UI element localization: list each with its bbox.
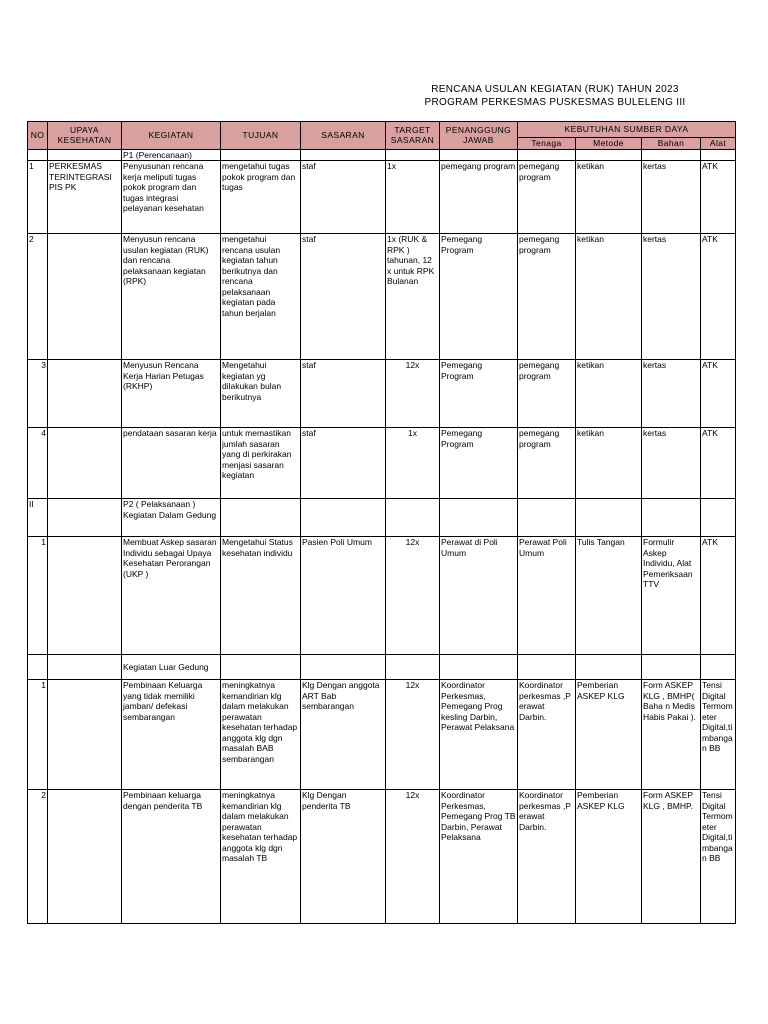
cell-bahan: kertas — [642, 161, 701, 234]
cell-tujuan: meningkatnya kemandirian klg dalam melakukan perawatan kesehatan terhadap anggota klg dgn masalah TB — [221, 790, 301, 924]
cell-penanggung-jawab — [440, 149, 518, 161]
header-bahan: Bahan — [642, 138, 701, 150]
cell-bahan: Formulir Askep Individu, Alat Pemeriksaan TTV — [642, 537, 701, 655]
cell-no: 1 — [28, 680, 48, 790]
cell-bahan: kertas — [642, 234, 701, 360]
table-row — [28, 499, 736, 537]
cell-tujuan: mengetahui tugas pokok program dan tugas — [221, 161, 301, 234]
cell-upaya: PERKESMAS TERINTEGRASI PIS PK — [48, 161, 122, 234]
title-line-1: RENCANA USULAN KEGIATAN (RUK) TAHUN 2023 — [431, 84, 679, 95]
cell-kegiatan: Penyusunan rencana kerja meliputi tugas pokok program dan tugas integrasi pelayanan kesehatan — [122, 161, 221, 234]
cell-alat: ATK — [701, 161, 736, 234]
cell-metode: Tulis Tangan — [576, 537, 642, 655]
cell-kegiatan: Pembinaan Keluarga yang tidak memiliki jamban/ defekasi sembarangan — [122, 680, 221, 790]
cell-tenaga: Koordinator perkesmas ,P erawat Darbin. — [518, 680, 576, 790]
cell-sasaran: Klg Dengan anggota ART Bab sembarangan — [301, 680, 386, 790]
cell-upaya — [48, 790, 122, 924]
header-penanggung-jawab: PENANGGUNG JAWAB — [440, 122, 518, 150]
cell-no: 2 — [28, 234, 48, 360]
cell-metode: ketikan — [576, 161, 642, 234]
cell-bahan: kertas — [642, 428, 701, 499]
table-row — [28, 428, 736, 499]
cell-tenaga: Perawat Poli Umum — [518, 537, 576, 655]
cell-kegiatan: Pembinaan keluarga dengan penderita TB — [122, 790, 221, 924]
cell-alat: ATK — [701, 234, 736, 360]
table-row — [28, 655, 736, 680]
cell-sasaran: staf — [301, 428, 386, 499]
cell-metode — [576, 149, 642, 161]
header-metode: Metode — [576, 138, 642, 150]
cell-tenaga — [518, 149, 576, 161]
cell-alat — [701, 655, 736, 680]
cell-tujuan: meningkatnya kemandirian klg dalam melakukan perawatan kesehatan terhadap anggota klg dgn masalah BAB sembarangan — [221, 680, 301, 790]
cell-metode — [576, 655, 642, 680]
cell-tujuan: Mengetahui Status kesehatan individu — [221, 537, 301, 655]
cell-tujuan — [221, 655, 301, 680]
cell-target: 12x — [386, 790, 440, 924]
cell-sasaran — [301, 149, 386, 161]
cell-target: 12x — [386, 680, 440, 790]
cell-sasaran — [301, 655, 386, 680]
cell-tujuan — [221, 499, 301, 537]
cell-penanggung-jawab: Koordinator Perkesmas, Pemegang Prog kesling Darbin, Perawat Pelaksana — [440, 680, 518, 790]
cell-no: II — [28, 499, 48, 537]
header-alat: Alat — [701, 138, 736, 150]
table-row — [28, 790, 736, 924]
header-kegiatan: KEGIATAN — [122, 122, 221, 150]
table-row — [28, 149, 736, 161]
cell-target: 12x — [386, 537, 440, 655]
cell-no: 4 — [28, 428, 48, 499]
cell-penanggung-jawab: Perawat di Poli Umum — [440, 537, 518, 655]
cell-metode: Pemberian ASKEP KLG — [576, 790, 642, 924]
cell-tenaga — [518, 499, 576, 537]
cell-no: 2 — [28, 790, 48, 924]
header-sasaran: SASARAN — [301, 122, 386, 150]
cell-no: 1 — [28, 537, 48, 655]
cell-upaya — [48, 149, 122, 161]
cell-tenaga: pemegang program — [518, 161, 576, 234]
cell-penanggung-jawab: Koordinator Perkesmas, Pemegang Prog TB Darbin, Perawat Pelaksana — [440, 790, 518, 924]
cell-target: 12x — [386, 360, 440, 428]
cell-kegiatan: Membuat Askep sasaran Individu sebagai Upaya Kesehatan Perorangan (UKP ) — [122, 537, 221, 655]
cell-alat: ATK — [701, 360, 736, 428]
cell-kegiatan: P1 (Perencanaan) — [122, 149, 221, 161]
document-title — [380, 83, 730, 109]
cell-target — [386, 499, 440, 537]
cell-penanggung-jawab — [440, 499, 518, 537]
header-tujuan: TUJUAN — [221, 122, 301, 150]
cell-penanggung-jawab: Pemegang Program — [440, 234, 518, 360]
cell-target: 1x (RUK & RPK ) tahunan, 12 x untuk RPK Bulanan — [386, 234, 440, 360]
cell-alat: Tensi Digital Termom eter Digital,ti mbanga n BB — [701, 680, 736, 790]
cell-tenaga: pemegang program — [518, 360, 576, 428]
cell-bahan — [642, 499, 701, 537]
cell-bahan — [642, 655, 701, 680]
table-row — [28, 360, 736, 428]
cell-metode: ketikan — [576, 234, 642, 360]
cell-tujuan — [221, 149, 301, 161]
cell-kegiatan: pendataan sasaran kerja — [122, 428, 221, 499]
header-no: NO — [28, 122, 48, 150]
cell-alat: ATK — [701, 428, 736, 499]
cell-no — [28, 655, 48, 680]
cell-alat: ATK — [701, 537, 736, 655]
title-line-2: PROGRAM PERKESMAS PUSKESMAS BULELENG III — [424, 97, 686, 108]
header-target: TARGET SASARAN — [386, 122, 440, 150]
cell-upaya — [48, 680, 122, 790]
cell-tujuan: mengetahui rencana usulan kegiatan tahun berikutnya dan rencana pelaksanaan kegiatan pada tahun berjalan — [221, 234, 301, 360]
cell-bahan: Form ASKEP KLG , BMHP( Baha n Medis Habis Pakai ). — [642, 680, 701, 790]
cell-bahan — [642, 149, 701, 161]
cell-metode: Pemberian ASKEP KLG — [576, 680, 642, 790]
cell-upaya — [48, 234, 122, 360]
table-row — [28, 161, 736, 234]
cell-alat — [701, 499, 736, 537]
cell-metode — [576, 499, 642, 537]
cell-penanggung-jawab: Pemegang Program — [440, 360, 518, 428]
cell-no — [28, 149, 48, 161]
cell-tenaga — [518, 655, 576, 680]
cell-upaya — [48, 537, 122, 655]
cell-sasaran — [301, 499, 386, 537]
cell-metode: ketikan — [576, 428, 642, 499]
cell-sasaran: Klg Dengan penderita TB — [301, 790, 386, 924]
cell-alat — [701, 149, 736, 161]
cell-penanggung-jawab — [440, 655, 518, 680]
cell-sasaran: Pasien Poli Umum — [301, 537, 386, 655]
cell-target — [386, 655, 440, 680]
cell-kegiatan: Kegiatan Luar Gedung — [122, 655, 221, 680]
cell-target: 1x — [386, 161, 440, 234]
table-row — [28, 680, 736, 790]
header-kebutuhan: KEBUTUHAN SUMBER DAYA — [518, 122, 736, 138]
cell-alat: Tensi Digital Termom eter Digital,ti mbanga n BB — [701, 790, 736, 924]
cell-no: 3 — [28, 360, 48, 428]
ruk-table — [27, 121, 736, 924]
cell-penanggung-jawab: Pemegang Program — [440, 428, 518, 499]
table-row — [28, 234, 736, 360]
cell-sasaran: staf — [301, 234, 386, 360]
cell-upaya — [48, 499, 122, 537]
cell-tujuan: Mengetahui kegiatan yg dilakukan bulan berikutnya — [221, 360, 301, 428]
header-upaya: UPAYA KESEHATAN — [48, 122, 122, 150]
cell-kegiatan: Menyusun Rencana Kerja Harian Petugas (RKHP) — [122, 360, 221, 428]
cell-target — [386, 149, 440, 161]
cell-kegiatan: Menyusun rencana usulan kegiatan (RUK) dan rencana pelaksanaan kegiatan (RPK) — [122, 234, 221, 360]
header-tenaga: Tenaga — [518, 138, 576, 150]
cell-upaya — [48, 655, 122, 680]
cell-tujuan: untuk memastikan jumlah sasaran yang di perkirakan menjasi sasaran kegiatan — [221, 428, 301, 499]
cell-sasaran: staf — [301, 360, 386, 428]
cell-tenaga: Koordinator perkesmas ,P erawat Darbin. — [518, 790, 576, 924]
cell-metode: ketikan — [576, 360, 642, 428]
cell-tenaga: pemegang program — [518, 428, 576, 499]
cell-kegiatan: P2 ( Pelaksanaan ) Kegiatan Dalam Gedung — [122, 499, 221, 537]
cell-upaya — [48, 360, 122, 428]
cell-upaya — [48, 428, 122, 499]
cell-no: 1 — [28, 161, 48, 234]
cell-target: 1x — [386, 428, 440, 499]
cell-tenaga: pemegang program — [518, 234, 576, 360]
cell-bahan: Form ASKEP KLG , BMHP. — [642, 790, 701, 924]
cell-bahan: kertas — [642, 360, 701, 428]
cell-penanggung-jawab: pemegang program — [440, 161, 518, 234]
cell-sasaran: staf — [301, 161, 386, 234]
table-row — [28, 537, 736, 655]
